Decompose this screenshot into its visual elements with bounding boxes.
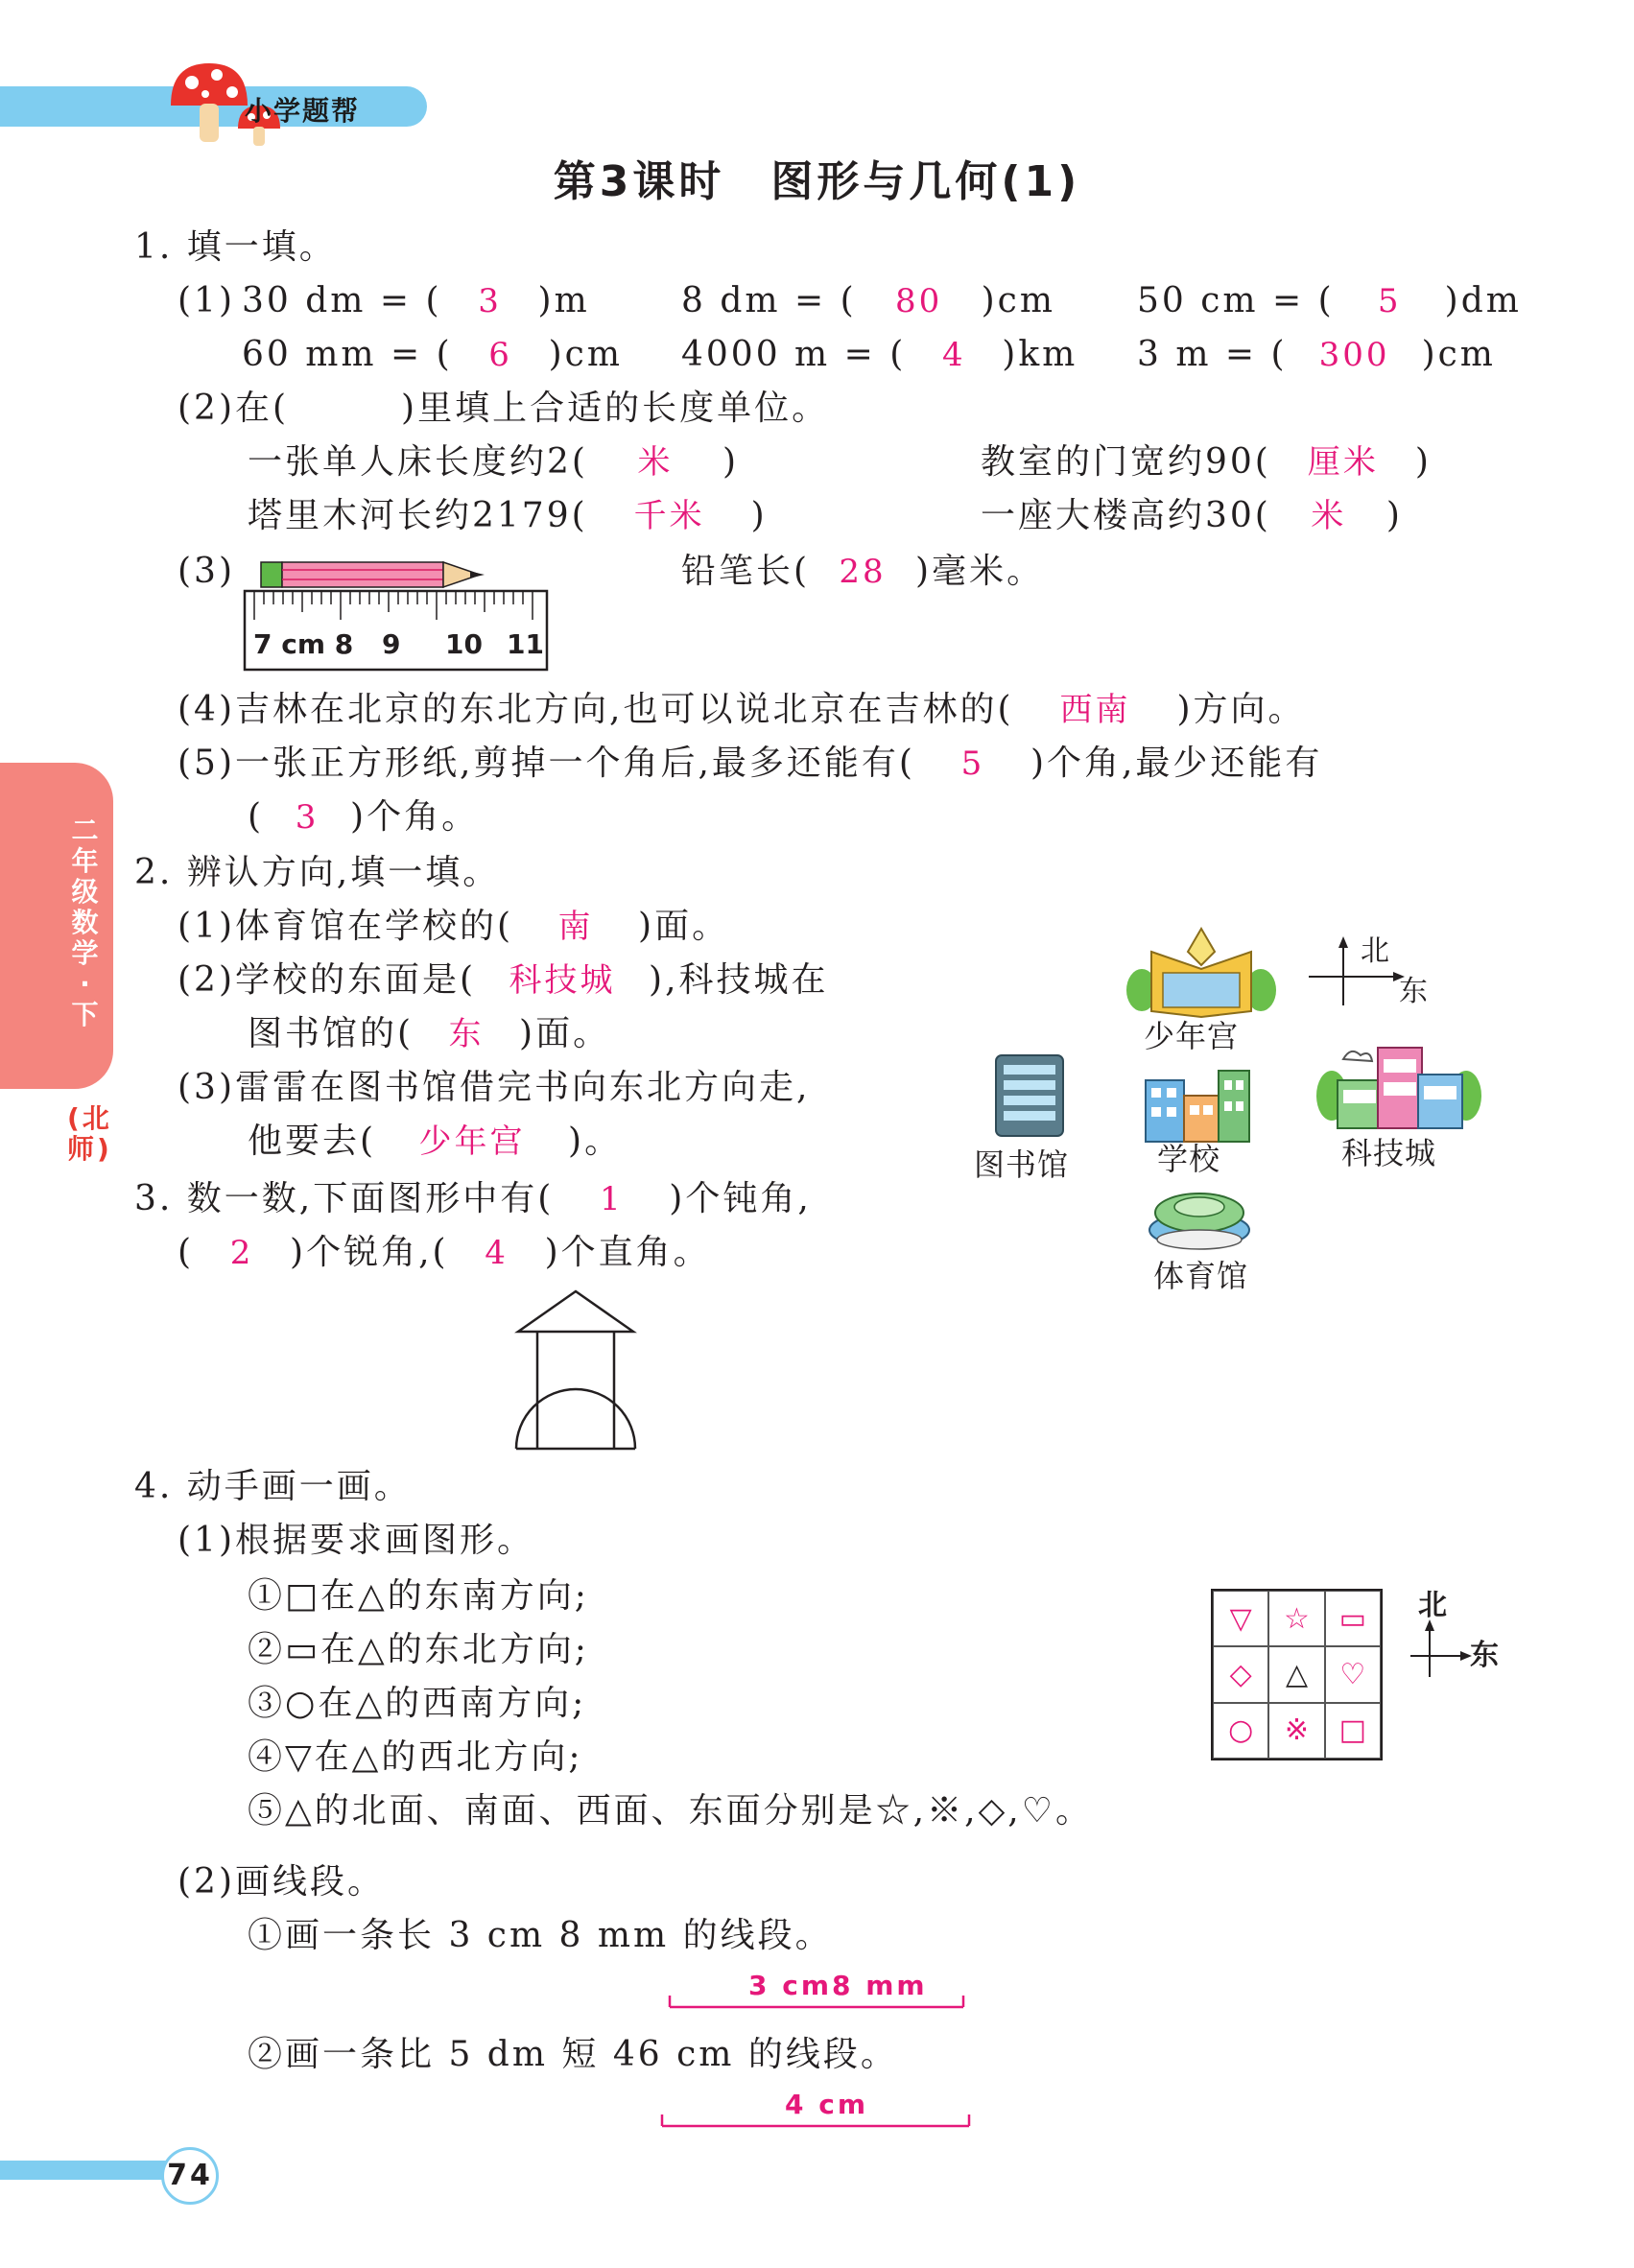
q1-p2-intro: (2)在( )里填上合适的长度单位。	[178, 389, 830, 428]
seg1-label: 3 cm8 mm	[748, 1970, 928, 2001]
grid-compass-icon	[1407, 1618, 1474, 1685]
q1-p1-item: 8 dm = ( 80 )cm	[681, 281, 1055, 320]
map-label-tech-city: 科技城	[1341, 1135, 1437, 1171]
angle-figure	[509, 1286, 643, 1458]
footer-bar	[0, 2161, 182, 2180]
q4-p1-intro: (1)根据要求画图形。	[178, 1521, 534, 1560]
map-label-library: 图书馆	[974, 1146, 1070, 1183]
gymnasium-icon	[1144, 1184, 1255, 1251]
grade-subject-label: 二年级数学·下	[71, 815, 102, 1030]
q1-p5: (5)一张正方形纸,剪掉一个角后,最多还能有( 5 )个角,最少还能有	[178, 744, 1323, 783]
q1-p2-item: 塔里木河长约2179( 千米 )	[248, 496, 768, 535]
q4-req: ③○在△的西南方向;	[248, 1684, 587, 1723]
publisher-label: (北师)	[67, 1102, 112, 1165]
school-icon	[1142, 1067, 1253, 1144]
q1-p3-text: 铅笔长( 28 )毫米。	[681, 552, 1045, 591]
ruler-tick-label: 9	[382, 628, 401, 660]
q1-p2-item: 一张单人床长度约2( 米 )	[248, 442, 739, 482]
q2-p2-cont: 图书馆的( 东 )面。	[248, 1014, 611, 1053]
q4-req: ①□在△的东南方向;	[248, 1576, 589, 1616]
seg1-line	[666, 1992, 969, 2013]
seg2-line	[658, 2111, 975, 2132]
lesson-title: 第3课时 图形与几何(1)	[553, 157, 1081, 206]
grid-cell: ※	[1268, 1703, 1324, 1759]
brand-name: 小学题帮	[245, 95, 361, 127]
q1-p2-item: 教室的门宽约90( 厘米 )	[981, 442, 1432, 482]
seg2-label: 4 cm	[785, 2089, 869, 2120]
compass-icon	[1305, 931, 1410, 1007]
grid-compass-east: 东	[1470, 1639, 1502, 1672]
grid-cell: ○	[1213, 1703, 1268, 1759]
library-icon	[988, 1046, 1075, 1142]
q1-p1-item: 4000 m = ( 4 )km	[681, 335, 1078, 374]
page-number: 74	[161, 2147, 219, 2205]
ruler-tick-label: 10	[445, 628, 483, 660]
q2-p3-cont: 他要去( 少年宫 )。	[248, 1122, 623, 1161]
q1-p1-item: 3 m = ( 300 )cm	[1137, 335, 1496, 374]
grid-cell: ♡	[1325, 1646, 1381, 1702]
grid-cell: ▽	[1213, 1591, 1268, 1646]
q4-req: ⑤△的北面、南面、西面、东面分别是☆,※,◇,♡。	[248, 1791, 1093, 1831]
map-label-youth-palace: 少年宫	[1144, 1018, 1240, 1054]
grid-cell: ▭	[1325, 1591, 1381, 1646]
q4-req: ②▭在△的东北方向;	[248, 1630, 589, 1669]
map-label-school: 学校	[1157, 1141, 1221, 1177]
grid-cell: □	[1325, 1703, 1381, 1759]
grid-cell: ◇	[1213, 1646, 1268, 1702]
q1-title: 1. 填一填。	[134, 227, 337, 267]
shape-grid	[1211, 1589, 1383, 1760]
q1-p1-item: 50 cm = ( 5 )dm	[1137, 281, 1522, 320]
q4-p2-intro: (2)画线段。	[178, 1862, 385, 1902]
q1-p1-item: 60 mm = ( 6 )cm	[242, 335, 623, 374]
q2-p2: (2)学校的东面是( 科技城 ),科技城在	[178, 960, 829, 1000]
compass-north-label: 北	[1361, 934, 1392, 968]
q1-p3-label: (3)	[178, 552, 235, 591]
ruler-tick-label: 11	[507, 628, 544, 660]
youth-palace-icon	[1125, 923, 1278, 1019]
q1-p2-item: 一座大楼高约30( 米 )	[981, 496, 1403, 535]
q2-p3: (3)雷雷在图书馆借完书向东北方向走,	[178, 1068, 811, 1107]
q3-line2: ( 2 )个锐角,( 4 )个直角。	[178, 1233, 711, 1272]
grid-cell: ☆	[1268, 1591, 1324, 1646]
q1-p1-label: (1)	[178, 281, 235, 320]
compass-east-label: 东	[1399, 975, 1431, 1008]
q1-p4: (4)吉林在北京的东北方向,也可以说北京在吉林的( 西南 )方向。	[178, 690, 1306, 729]
q1-p5-cont: ( 3 )个角。	[248, 797, 480, 837]
q3-line1: 3. 数一数,下面图形中有( 1 )个钝角,	[134, 1179, 812, 1218]
q4-req: ④▽在△的西北方向;	[248, 1737, 583, 1777]
ruler-tick-label: 7 cm 8	[253, 628, 354, 660]
q1-p1-item: 30 dm = ( 3 )m	[242, 281, 590, 320]
q4-title: 4. 动手画一画。	[134, 1467, 412, 1506]
map-label-gymnasium: 体育馆	[1153, 1258, 1249, 1294]
q4-seg1-text: ①画一条长 3 cm 8 mm 的线段。	[248, 1916, 833, 1955]
q2-title: 2. 辨认方向,填一填。	[134, 853, 501, 892]
grid-cell-center: △	[1268, 1646, 1324, 1702]
q2-p1: (1)体育馆在学校的( 南 )面。	[178, 907, 730, 946]
q4-seg2-text: ②画一条比 5 dm 短 46 cm 的线段。	[248, 2035, 898, 2074]
grid-compass-north: 北	[1418, 1589, 1450, 1622]
tech-city-icon	[1314, 1038, 1483, 1134]
